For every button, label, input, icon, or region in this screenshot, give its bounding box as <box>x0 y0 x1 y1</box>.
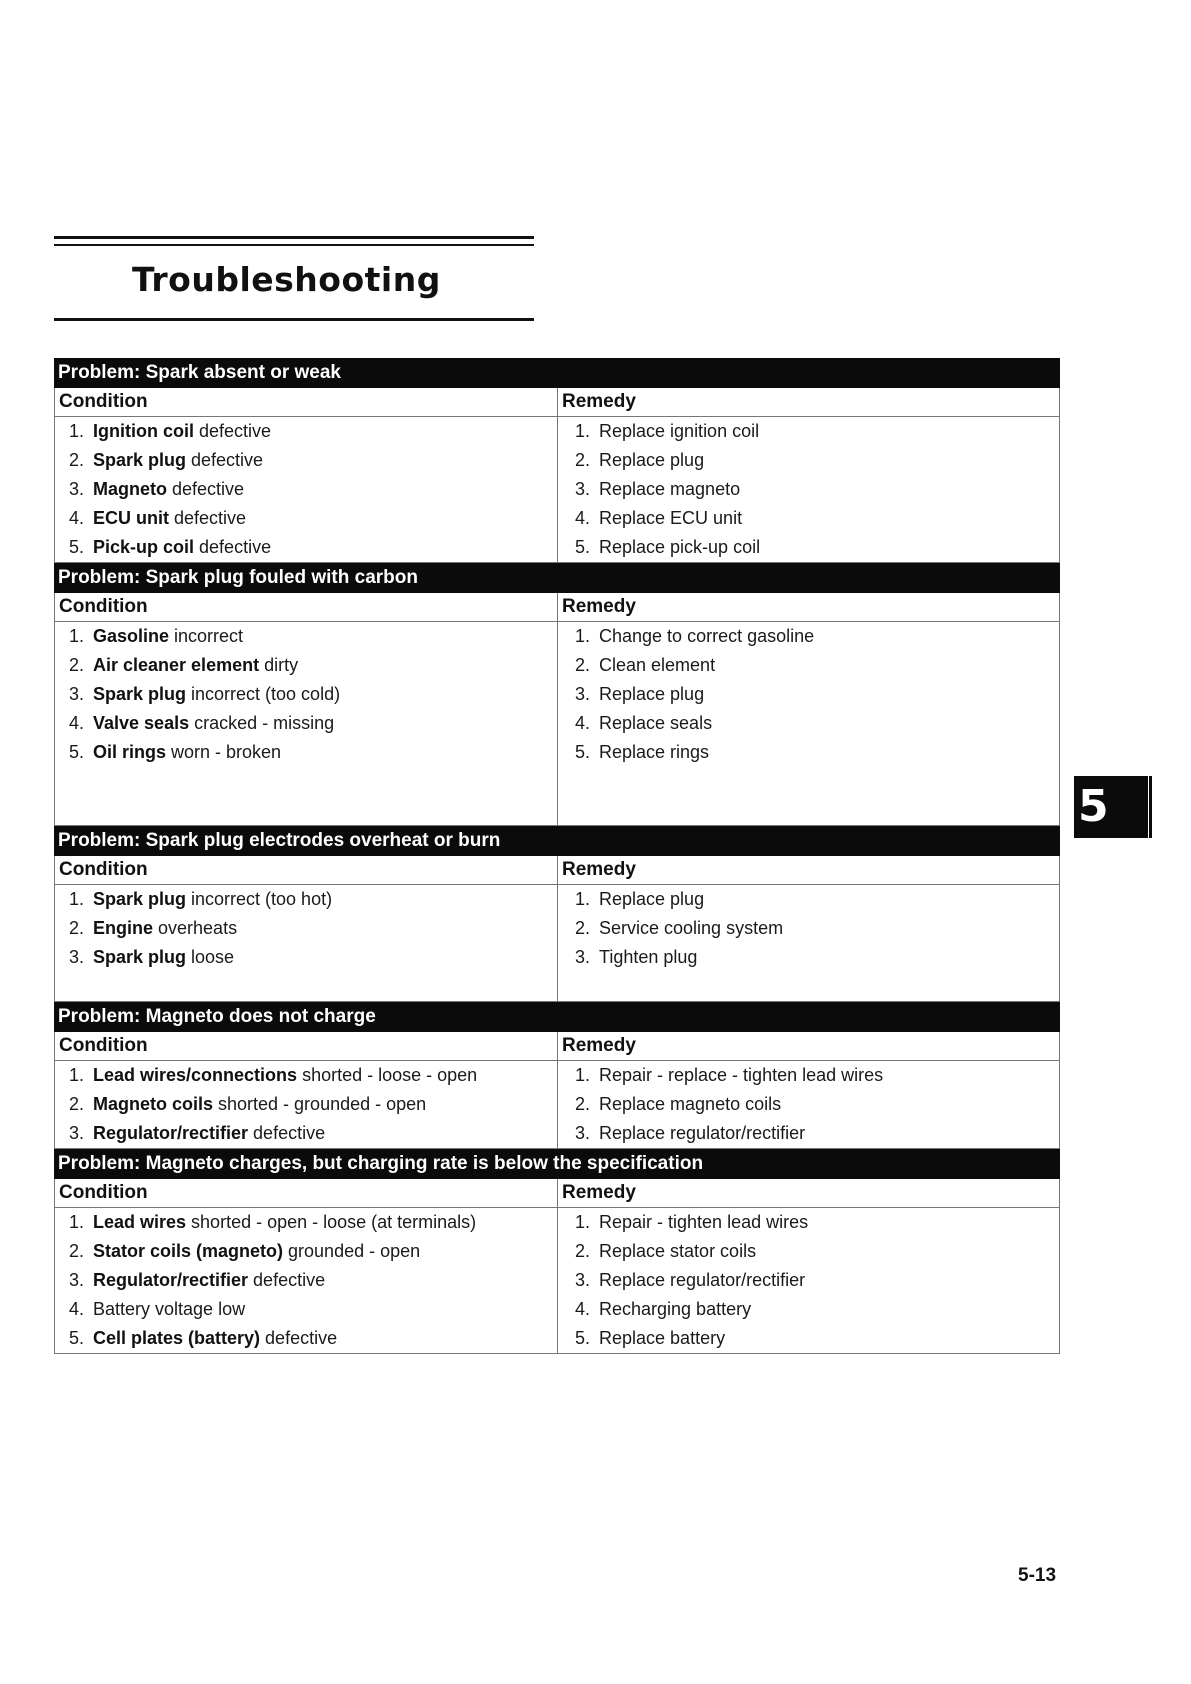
remedy-text: Recharging battery <box>599 1299 752 1319</box>
condition-component: Spark plug <box>93 889 187 909</box>
condition-state: shorted - open - loose (at terminals) <box>186 1212 477 1232</box>
blank-row <box>55 767 557 796</box>
condition-state: defective <box>260 1328 338 1348</box>
condition-list <box>55 622 557 825</box>
blank-row <box>558 972 1059 1001</box>
condition-component: ECU unit <box>93 508 169 528</box>
item-number: 1. <box>575 626 591 646</box>
column-header-row <box>55 856 1059 885</box>
condition-item <box>55 533 557 562</box>
condition-state: incorrect <box>169 626 244 646</box>
condition-state: loose <box>186 947 235 967</box>
chapter-tab: 5 <box>1074 776 1148 838</box>
remedy-list <box>558 622 1059 825</box>
item-number: 3. <box>69 684 85 704</box>
item-number: 2. <box>69 450 85 470</box>
remedy-item <box>558 943 1059 972</box>
section-body <box>55 1208 1059 1353</box>
condition-state: incorrect (too hot) <box>186 889 333 909</box>
item-number: 2. <box>69 655 85 675</box>
remedy-item <box>558 1237 1059 1266</box>
condition-item <box>55 446 557 475</box>
item-number: 3. <box>69 479 85 499</box>
condition-state: shorted - loose - open <box>297 1065 478 1085</box>
condition-header: Condition <box>55 388 558 416</box>
item-number: 2. <box>575 655 591 675</box>
condition-item <box>55 1119 557 1148</box>
remedy-item <box>558 914 1059 943</box>
remedy-text: Replace plug <box>599 889 705 909</box>
remedy-item <box>558 533 1059 562</box>
item-number: 5. <box>575 742 591 762</box>
condition-state: defective <box>169 508 247 528</box>
condition-item <box>55 680 557 709</box>
condition-header: Condition <box>55 1032 558 1060</box>
item-number: 3. <box>575 947 591 967</box>
remedy-text: Tighten plug <box>599 947 698 967</box>
remedy-header: Remedy <box>562 1035 636 1056</box>
item-number: 2. <box>69 918 85 938</box>
condition-item <box>55 885 557 914</box>
condition-list <box>55 1208 557 1353</box>
problem-section <box>54 1149 1060 1354</box>
remedy-item <box>558 1090 1059 1119</box>
troubleshooting-tables <box>54 358 1060 1354</box>
remedy-item <box>558 622 1059 651</box>
item-number: 3. <box>69 1123 85 1143</box>
item-number: 2. <box>69 1094 85 1114</box>
condition-state: defective <box>248 1270 326 1290</box>
item-number: 1. <box>69 1212 85 1232</box>
remedy-list <box>558 1208 1059 1353</box>
condition-item <box>55 417 557 446</box>
problem-section <box>54 826 1060 1002</box>
condition-component: Engine <box>93 918 154 938</box>
remedy-item <box>558 709 1059 738</box>
remedy-text: Replace magneto <box>599 479 741 499</box>
remedy-text: Replace ECU unit <box>599 508 743 528</box>
problem-section <box>54 1002 1060 1149</box>
remedy-text: Replace regulator/rectifier <box>599 1270 806 1290</box>
column-header-row <box>55 388 1059 417</box>
remedy-text: Replace stator coils <box>599 1241 757 1261</box>
blank-row <box>55 796 557 825</box>
item-number: 3. <box>69 1270 85 1290</box>
problem-section <box>54 563 1060 826</box>
condition-state: incorrect (too cold) <box>186 684 341 704</box>
remedy-text: Replace plug <box>599 684 705 704</box>
item-number: 3. <box>575 1270 591 1290</box>
title-bottom-rule <box>54 318 534 321</box>
remedy-text: Replace regulator/rectifier <box>599 1123 806 1143</box>
page-title: Troubleshooting <box>132 260 441 299</box>
remedy-list <box>558 1061 1059 1148</box>
condition-component: Regulator/rectifier <box>93 1123 249 1143</box>
item-number: 1. <box>69 1065 85 1085</box>
condition-item <box>55 651 557 680</box>
problem-heading: Problem: Spark plug electrodes overheat or burn <box>54 826 1060 856</box>
problem-heading: Problem: Magneto charges, but charging rate is below the specification <box>54 1149 1060 1179</box>
remedy-text: Replace pick-up coil <box>599 537 761 557</box>
column-header-row <box>55 1179 1059 1208</box>
remedy-text: Clean element <box>599 655 716 675</box>
remedy-item <box>558 475 1059 504</box>
title-block <box>54 236 534 322</box>
condition-item <box>55 622 557 651</box>
condition-state: Battery voltage low <box>93 1299 246 1319</box>
condition-item <box>55 914 557 943</box>
condition-component: Spark plug <box>93 450 187 470</box>
section-body <box>55 885 1059 1001</box>
remedy-item <box>558 1208 1059 1237</box>
condition-component: Valve seals <box>93 713 190 733</box>
condition-component: Ignition coil <box>93 421 194 441</box>
item-number: 4. <box>69 1299 85 1319</box>
condition-item <box>55 1324 557 1353</box>
item-number: 2. <box>575 1094 591 1114</box>
condition-component: Stator coils (magneto) <box>93 1241 284 1261</box>
condition-state: shorted - grounded - open <box>213 1094 427 1114</box>
item-number: 2. <box>575 450 591 470</box>
condition-item <box>55 1295 557 1324</box>
condition-component: Magneto <box>93 479 167 499</box>
remedy-list <box>558 885 1059 1001</box>
condition-state: defective <box>248 1123 326 1143</box>
condition-state: grounded - open <box>283 1241 421 1261</box>
problem-heading: Problem: Magneto does not charge <box>54 1002 1060 1032</box>
remedy-header: Remedy <box>562 1182 636 1203</box>
condition-component: Gasoline <box>93 626 170 646</box>
condition-component: Oil rings <box>93 742 167 762</box>
item-number: 1. <box>575 1065 591 1085</box>
condition-state: defective <box>167 479 245 499</box>
remedy-item <box>558 885 1059 914</box>
condition-component: Pick-up coil <box>93 537 195 557</box>
page-number: 5-13 <box>1018 1565 1057 1586</box>
remedy-item <box>558 446 1059 475</box>
remedy-item <box>558 651 1059 680</box>
remedy-item <box>558 504 1059 533</box>
condition-state: worn - broken <box>166 742 282 762</box>
condition-header: Condition <box>55 593 558 621</box>
item-number: 1. <box>69 626 85 646</box>
item-number: 3. <box>575 1123 591 1143</box>
condition-component: Regulator/rectifier <box>93 1270 249 1290</box>
remedy-item <box>558 1061 1059 1090</box>
remedy-text: Replace plug <box>599 450 705 470</box>
condition-state: defective <box>194 421 272 441</box>
item-number: 5. <box>69 742 85 762</box>
item-number: 1. <box>69 421 85 441</box>
condition-list <box>55 417 557 562</box>
condition-item <box>55 1061 557 1090</box>
title-top-rule <box>54 236 534 246</box>
problem-heading: Problem: Spark plug fouled with carbon <box>54 563 1060 593</box>
column-header-row <box>55 1032 1059 1061</box>
section-body <box>55 417 1059 562</box>
remedy-header: Remedy <box>562 596 636 617</box>
condition-component: Spark plug <box>93 684 187 704</box>
condition-component: Lead wires/connections <box>93 1065 298 1085</box>
remedy-item <box>558 680 1059 709</box>
condition-item <box>55 1090 557 1119</box>
item-number: 4. <box>575 1299 591 1319</box>
remedy-list <box>558 417 1059 562</box>
item-number: 5. <box>575 537 591 557</box>
condition-header: Condition <box>55 856 558 884</box>
item-number: 5. <box>69 1328 85 1348</box>
condition-state: defective <box>194 537 272 557</box>
item-number: 1. <box>575 1212 591 1232</box>
condition-item <box>55 738 557 767</box>
condition-component: Spark plug <box>93 947 187 967</box>
condition-item <box>55 1266 557 1295</box>
condition-item <box>55 709 557 738</box>
item-number: 4. <box>575 713 591 733</box>
remedy-text: Service cooling system <box>599 918 784 938</box>
item-number: 5. <box>575 1328 591 1348</box>
remedy-text: Replace magneto coils <box>599 1094 782 1114</box>
column-header-row <box>55 593 1059 622</box>
remedy-item <box>558 1324 1059 1353</box>
remedy-text: Replace battery <box>599 1328 726 1348</box>
condition-item <box>55 1208 557 1237</box>
remedy-text: Repair - tighten lead wires <box>599 1212 809 1232</box>
remedy-header: Remedy <box>562 391 636 412</box>
item-number: 2. <box>575 918 591 938</box>
condition-list <box>55 1061 557 1148</box>
remedy-item <box>558 417 1059 446</box>
remedy-text: Change to correct gasoline <box>599 626 815 646</box>
condition-item <box>55 504 557 533</box>
remedy-text: Replace seals <box>599 713 713 733</box>
condition-component: Air cleaner element <box>93 655 260 675</box>
blank-row <box>55 972 557 1001</box>
condition-item <box>55 943 557 972</box>
condition-component: Cell plates (battery) <box>93 1328 261 1348</box>
condition-component: Lead wires <box>93 1212 187 1232</box>
blank-row <box>558 796 1059 825</box>
item-number: 1. <box>69 889 85 909</box>
section-body <box>55 622 1059 825</box>
condition-state: cracked - missing <box>189 713 335 733</box>
condition-state: dirty <box>259 655 299 675</box>
condition-item <box>55 1237 557 1266</box>
item-number: 3. <box>575 479 591 499</box>
remedy-text: Replace rings <box>599 742 710 762</box>
item-number: 1. <box>575 421 591 441</box>
item-number: 4. <box>69 508 85 528</box>
condition-list <box>55 885 557 1001</box>
problem-section <box>54 358 1060 563</box>
condition-component: Magneto coils <box>93 1094 214 1114</box>
remedy-text: Replace ignition coil <box>599 421 760 441</box>
item-number: 3. <box>575 684 591 704</box>
item-number: 5. <box>69 537 85 557</box>
problem-heading: Problem: Spark absent or weak <box>54 358 1060 388</box>
item-number: 3. <box>69 947 85 967</box>
remedy-item <box>558 1295 1059 1324</box>
condition-state: defective <box>186 450 264 470</box>
condition-header: Condition <box>55 1179 558 1207</box>
item-number: 4. <box>69 713 85 733</box>
remedy-item <box>558 1266 1059 1295</box>
condition-state: overheats <box>153 918 238 938</box>
item-number: 4. <box>575 508 591 528</box>
remedy-item <box>558 1119 1059 1148</box>
item-number: 2. <box>69 1241 85 1261</box>
item-number: 1. <box>575 889 591 909</box>
condition-item <box>55 475 557 504</box>
remedy-text: Repair - replace - tighten lead wires <box>599 1065 884 1085</box>
remedy-item <box>558 738 1059 767</box>
section-body <box>55 1061 1059 1148</box>
item-number: 2. <box>575 1241 591 1261</box>
remedy-header: Remedy <box>562 859 636 880</box>
blank-row <box>558 767 1059 796</box>
